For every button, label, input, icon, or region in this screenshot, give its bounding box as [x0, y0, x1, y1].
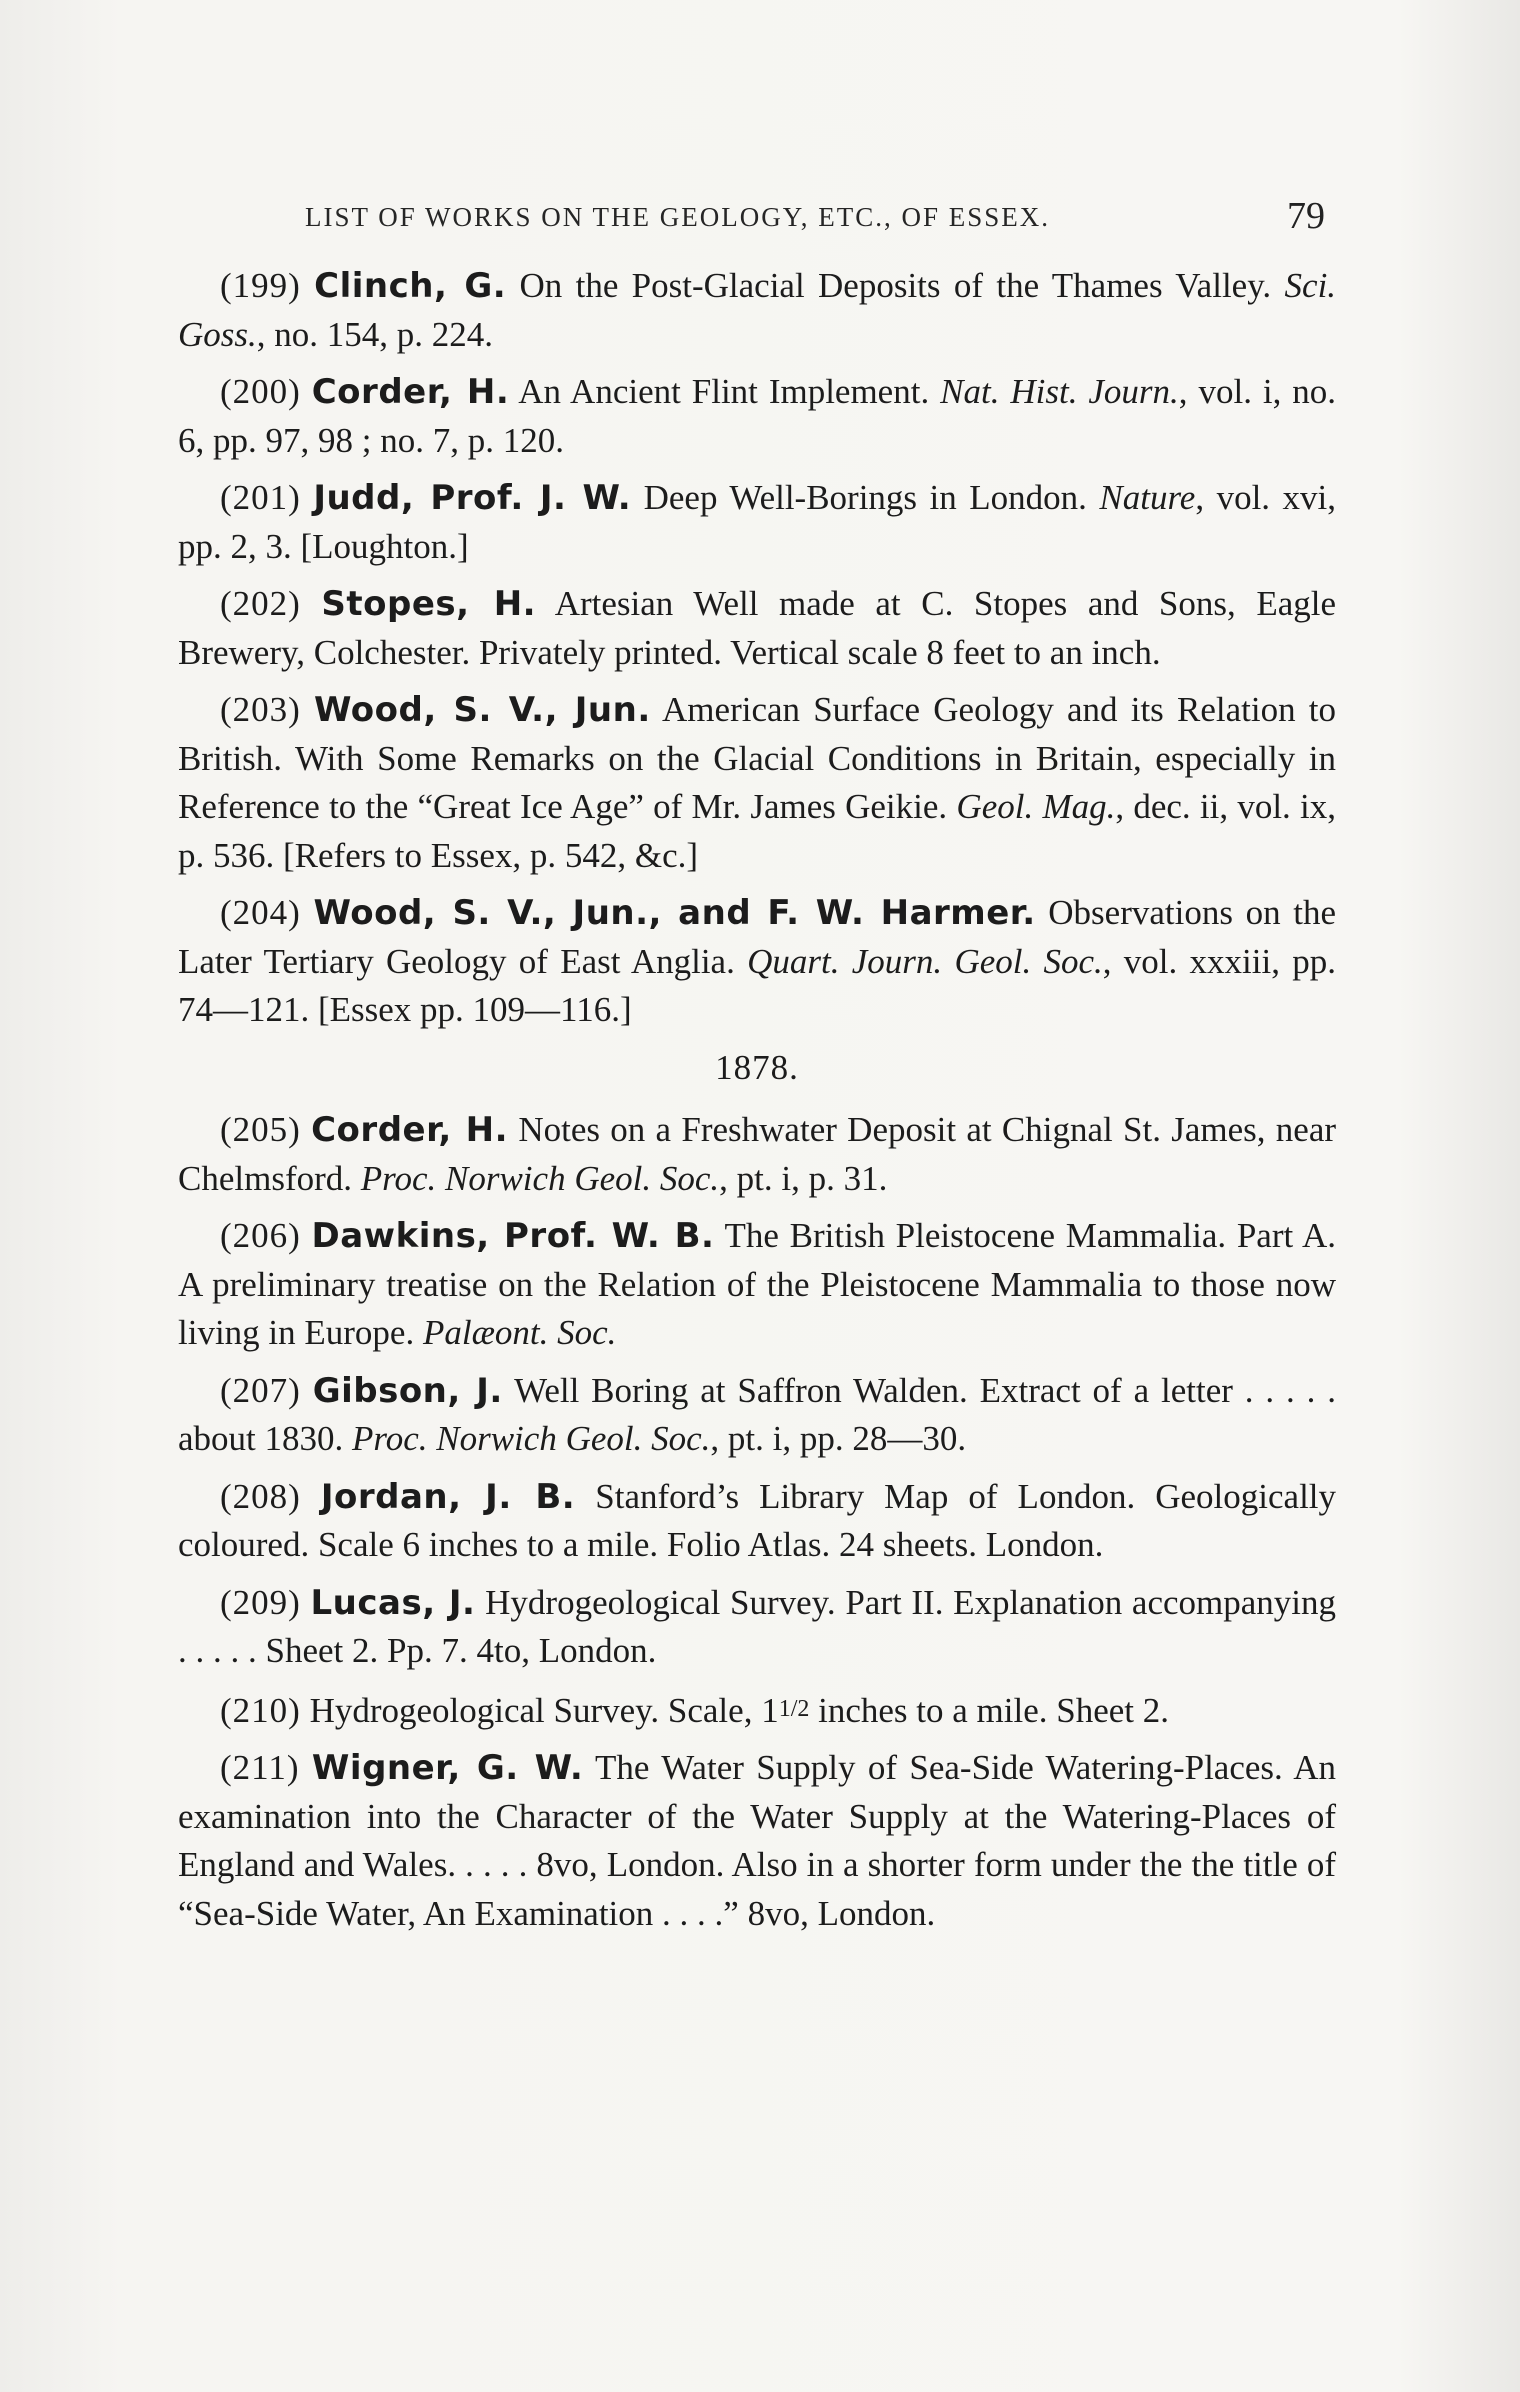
- entry-title: Artesian Well made at C. Stopes and Sons, Eagle Brewery, Colchester. Privately printed. Vertical scale 8 feet to an inch.: [178, 584, 1337, 672]
- bibliography-entry: [178, 1367, 1336, 1464]
- fraction: 1/2: [778, 1695, 810, 1722]
- year-heading: 1878.: [715, 1047, 799, 1087]
- bibliography-entry: [178, 262, 1336, 359]
- entry-details: , pt. i, pp. 28—30.: [710, 1419, 967, 1458]
- entry-author: Corder, H.: [311, 1110, 509, 1150]
- bibliography-entry: [178, 474, 1336, 571]
- entry-author: Stopes, H.: [321, 584, 537, 624]
- entry-number: (204): [220, 893, 301, 932]
- bibliography-entry: [178, 580, 1336, 677]
- entry-author: Wigner, G. W.: [311, 1748, 584, 1788]
- page-header: [305, 195, 1325, 248]
- page-number: 79: [1287, 195, 1325, 237]
- bibliography-entry: [178, 889, 1336, 1035]
- bibliography-entry: [178, 1579, 1336, 1676]
- entry-source: Nature: [1099, 478, 1196, 517]
- entry-source: Geol. Mag.: [956, 787, 1116, 826]
- entry-number: (200): [220, 372, 301, 411]
- entry-number: (203): [220, 690, 301, 729]
- entry-number: (206): [220, 1216, 301, 1255]
- entry-title: On the Post-Glacial Deposits of the Thames Valley.: [519, 266, 1272, 305]
- entry-number: (199): [220, 266, 301, 305]
- entry-author: Corder, H.: [311, 372, 510, 412]
- entry-title: The Water Supply of Sea-Side Watering-Places. An examination into the Character of the Water Supply at the Watering-Places of England and Wales. . . . . 8vo, London. Also in a shorter form under the the title of “Sea-Side Water, An Examination . . . .” 8vo, London.: [178, 1748, 1336, 1933]
- entry-details: , dec. ii, vol. ix, p. 536. [Refers to Essex, p. 542, &c.]: [178, 787, 1337, 875]
- entry-number: (211): [220, 1748, 300, 1787]
- entry-title: Deep Well-Borings in London.: [643, 478, 1087, 517]
- entry-title: An Ancient Flint Implement.: [518, 372, 930, 411]
- bibliography-entry: [178, 1685, 1336, 1736]
- entry-author: Wood, S. V., Jun., and F. W. Harmer.: [313, 893, 1036, 933]
- entry-author: Judd, Prof. J. W.: [313, 478, 632, 518]
- entry-author: Gibson, J.: [312, 1370, 503, 1411]
- entry-details: , vol. xxxiii, pp. 74—121. [Essex pp. 109—116.]: [178, 941, 1336, 1029]
- entry-number: (201): [220, 478, 301, 517]
- entry-source: Sci. Goss.: [178, 266, 1337, 354]
- running-head: LIST OF WORKS ON THE GEOLOGY, ETC., OF ESSEX.: [305, 202, 1051, 232]
- entry-details: inches to a mile. Sheet 2.: [809, 1690, 1170, 1730]
- entry-title: Well Boring at Saffron Walden. Extract of a letter . . . . . about 1830.: [178, 1370, 1336, 1458]
- entry-number: (202): [220, 584, 301, 623]
- entry-author: Clinch, G.: [314, 266, 507, 306]
- entry-title: The British Pleistocene Mammalia. Part A. A preliminary treatise on the Relation of the Pleistocene Mammalia to those now living in Europe.: [178, 1216, 1336, 1352]
- entry-number: (210): [220, 1690, 301, 1730]
- entry-author: Dawkins, Prof. W. B.: [311, 1216, 715, 1256]
- entry-details: , pt. i, p. 31.: [719, 1158, 888, 1198]
- entry-number: (205): [220, 1110, 301, 1149]
- entry-number: (209): [220, 1582, 301, 1622]
- entry-details: , no. 154, p. 224.: [256, 314, 494, 354]
- entry-source: Palæont. Soc.: [422, 1313, 617, 1352]
- entry-source: Proc. Norwich Geol. Soc.: [352, 1419, 711, 1458]
- bibliography-entry: [178, 1106, 1336, 1203]
- bibliography-entry: [178, 686, 1336, 880]
- entry-author: Wood, S. V., Jun.: [314, 690, 651, 730]
- bibliography-entry: [178, 1212, 1336, 1358]
- entry-title: Hydrogeological Survey. Scale, 1: [309, 1690, 779, 1730]
- entry-source: Proc. Norwich Geol. Soc.: [360, 1158, 720, 1198]
- entry-details: , vol. xvi, pp. 2, 3. [Loughton.]: [178, 478, 1337, 566]
- bibliography-entry: [178, 1744, 1336, 1938]
- entry-number: (207): [220, 1370, 301, 1410]
- entry-number: (208): [220, 1476, 301, 1516]
- entry-title: Hydrogeological Survey. Part II. Explanation accompanying . . . . . Sheet 2. Pp. 7. 4to, London.: [178, 1582, 1337, 1670]
- entry-source: Nat. Hist. Journ.: [940, 372, 1179, 411]
- entry-source: Quart. Journ. Geol. Soc.: [747, 941, 1103, 981]
- bibliography-entry: [178, 368, 1336, 465]
- entry-title: American Surface Geology and its Relation to British. With Some Remarks on the Glacial Conditions in Britain, especially in Reference to the “Great Ice Age” of Mr. James Geikie.: [178, 690, 1337, 826]
- entry-author: Lucas, J.: [310, 1582, 476, 1623]
- entry-title: Observations on the Later Tertiary Geology of East Anglia.: [178, 893, 1336, 981]
- entry-author: Jordan, J. B.: [320, 1476, 576, 1517]
- entry-details: , vol. i, no. 6, pp. 97, 98 ; no. 7, p. 120.: [178, 372, 1337, 460]
- bibliography-entry: [178, 1473, 1336, 1570]
- bibliography-list: [178, 262, 1336, 1947]
- entry-title: Notes on a Freshwater Deposit at Chignal St. James, near Chelmsford.: [178, 1110, 1337, 1198]
- entry-title: Stanford’s Library Map of London. Geologically coloured. Scale 6 inches to a mile. Folio Atlas. 24 sheets. London.: [178, 1476, 1337, 1564]
